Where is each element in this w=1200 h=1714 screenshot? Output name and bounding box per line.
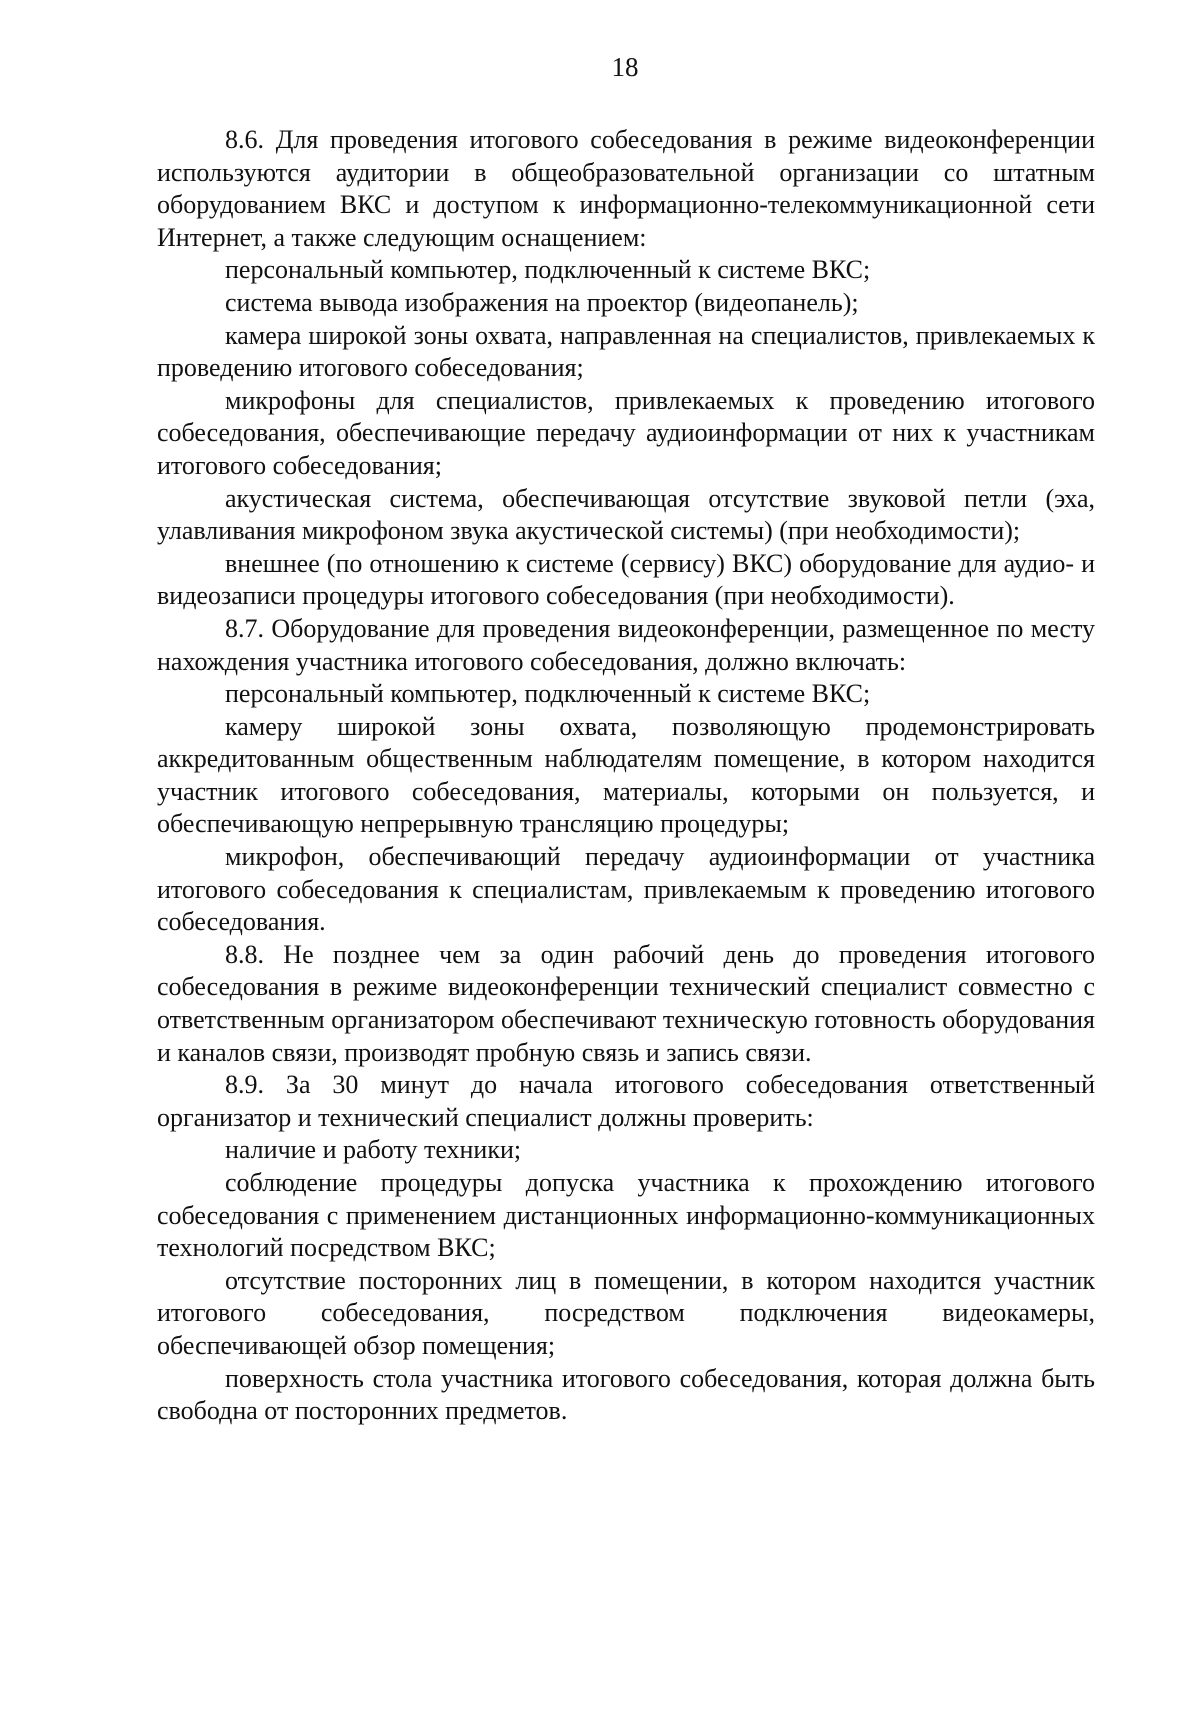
list-item-desk-surface: поверхность стола участника итогового собеседования, которая должна быть свободна от посторонних предметов. — [157, 1363, 1095, 1426]
list-item-wide-camera: камера широкой зоны охвата, направленная на специалистов, привлекаемых к проведению итогового собеседования; — [157, 320, 1095, 383]
list-item-projector-system: система вывода изображения на проектор (видеопанель); — [225, 287, 859, 317]
list-item-external-recording: внешнее (по отношению к системе (сервису) ВКС) оборудование для аудио- и видеозаписи процедуры итогового собеседования (при необходимости). — [157, 548, 1095, 611]
document-body — [157, 124, 1095, 1428]
list-item-participant-computer: персональный компьютер, подключенный к системе ВКС; — [225, 679, 871, 709]
page-number: 18 — [611, 52, 639, 82]
list-item-admission-procedure: соблюдение процедуры допуска участника к прохождению итогового собеседования с применением дистанционных информационно-коммуникационных технологий посредством ВКС; — [157, 1168, 1095, 1263]
list-item-participant-microphone: микрофон, обеспечивающий передачу аудиоинформации от участника итогового собеседования к специалистам, привлекаемым к проведению итогового собеседования. — [157, 842, 1095, 937]
list-item-equipment-check: наличие и работу техники; — [225, 1135, 522, 1165]
paragraph-8-6: 8.6. Для проведения итогового собеседования в режиме видеоконференции используются аудитории в общеобразовательной организации со штатным оборудованием ВКС и доступом к информационно-телекоммуникационной сети Интернет, а также следующим оснащением: — [157, 125, 1095, 252]
list-item-personal-computer: персональный компьютер, подключенный к системе ВКС; — [225, 255, 871, 285]
list-item-no-outsiders: отсутствие посторонних лиц в помещении, в котором находится участник итогового собеседования, посредством подключения видеокамеры, обеспечивающей обзор помещения; — [157, 1265, 1095, 1360]
list-item-acoustic-system: акустическая система, обеспечивающая отсутствие звуковой петли (эха, улавливания микрофоном звука акустической системы) (при необходимости); — [157, 483, 1095, 546]
paragraph-8-7: 8.7. Оборудование для проведения видеоконференции, размещенное по месту нахождения участника итогового собеседования, должно включать: — [157, 613, 1095, 676]
paragraph-8-8: 8.8. Не позднее чем за один рабочий день до проведения итогового собеседования в режиме видеоконференции технический специалист совместно с ответственным организатором обеспечивают техническую готовность оборудования и каналов связи, производят пробную связь и запись связи. — [157, 939, 1095, 1067]
list-item-microphones: микрофоны для специалистов, привлекаемых к проведению итогового собеседования, обеспечивающие передачу аудиоинформации от них к участникам итогового собеседования; — [157, 385, 1095, 480]
list-item-participant-camera: камеру широкой зоны охвата, позволяющую продемонстрировать аккредитованным общественным наблюдателям помещение, в котором находится участник итогового собеседования, материалы, которыми он пользуется, и обеспечивающую непрерывную трансляцию процедуры; — [157, 711, 1095, 839]
paragraph-8-9: 8.9. За 30 минут до начала итогового собеседования ответственный организатор и технический специалист должны проверить: — [157, 1070, 1095, 1132]
